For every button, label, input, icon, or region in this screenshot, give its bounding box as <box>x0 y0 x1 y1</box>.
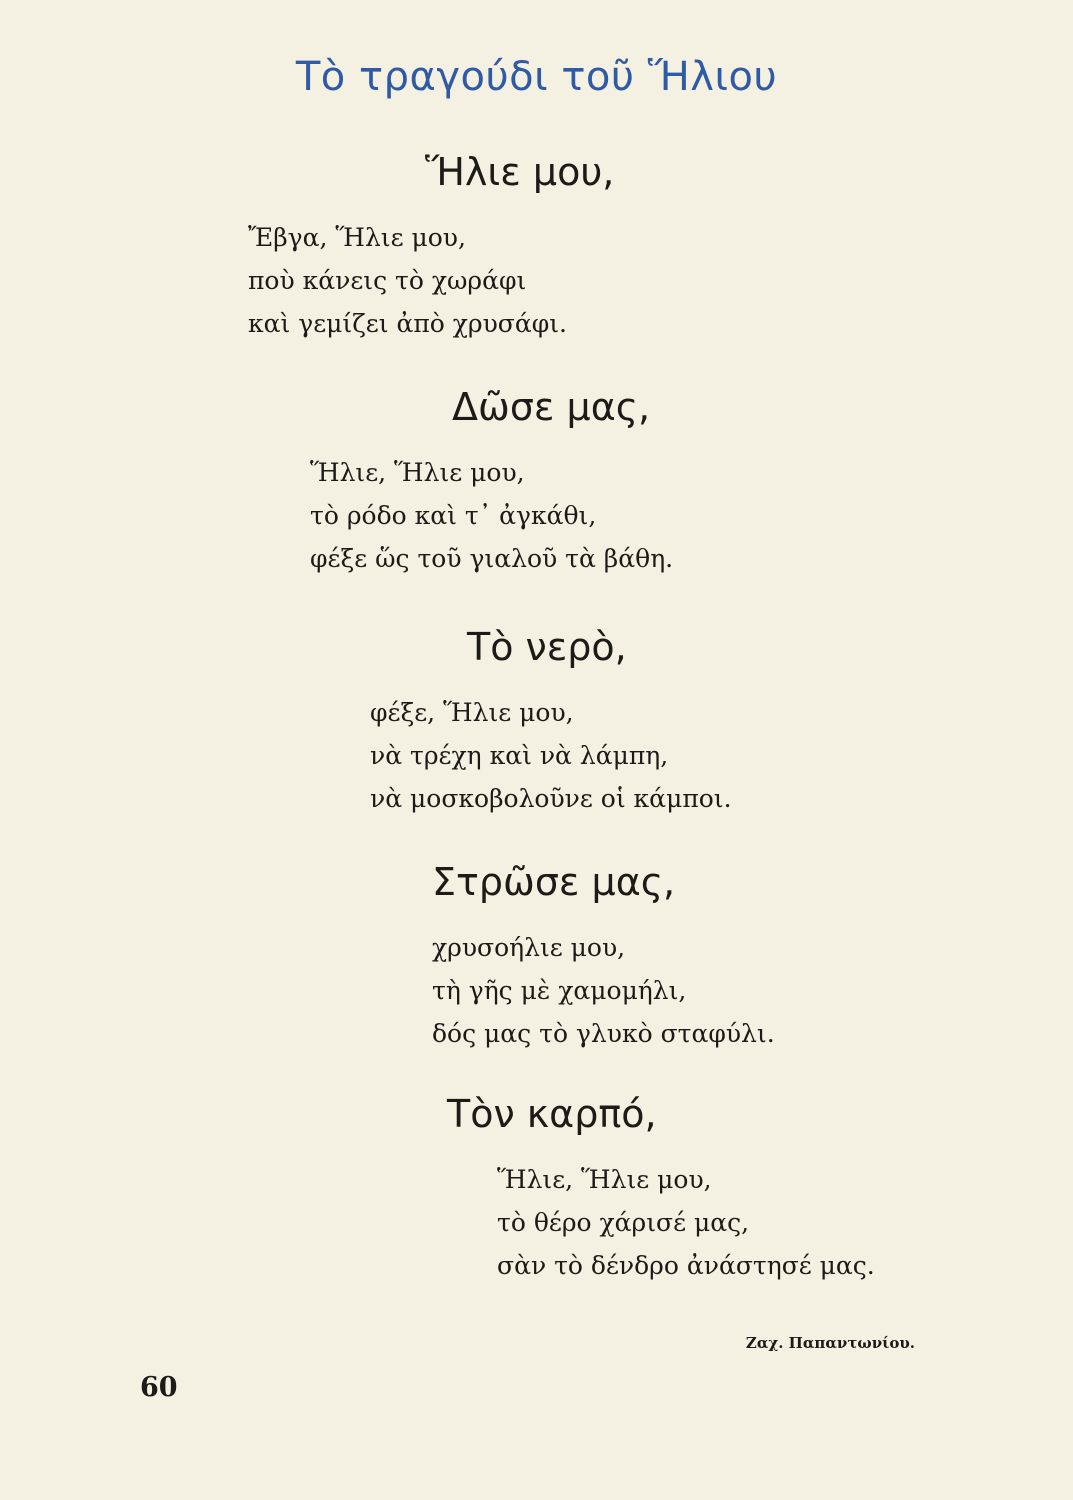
author-signature: Ζαχ. Παπαντωνίου. <box>745 1334 915 1352</box>
page-number: 60 <box>140 1372 178 1403</box>
stanza-heading: Στρῶσε μας, <box>432 860 676 904</box>
stanza-line: σὰν τὸ δένδρο ἀνάστησέ μας. <box>497 1251 875 1280</box>
stanza-line: τὴ γῆς μὲ χαμομήλι, <box>432 976 687 1005</box>
stanza-lines <box>310 451 673 580</box>
stanza-line: τὸ ρόδο καὶ τ᾿ ἀγκάθι, <box>310 501 597 530</box>
stanza-3 <box>370 625 732 820</box>
stanza-line: Ἥλιε, Ἥλιε μου, <box>497 1165 712 1194</box>
stanza-line: ποὺ κάνεις τὸ χωράφι <box>248 266 527 295</box>
stanza-line: Ἔβγα, Ἥλιε μου, <box>248 223 466 252</box>
stanza-lines <box>248 216 614 345</box>
stanza-1 <box>248 150 614 345</box>
stanza-line: φέξε, Ἥλιε μου, <box>370 698 574 727</box>
stanza-line: τὸ θέρο χάρισέ μας, <box>497 1208 750 1237</box>
stanza-lines <box>370 691 732 820</box>
stanza-line: φέξε ὥς τοῦ γιαλοῦ τὰ βάθη. <box>310 544 674 573</box>
stanza-line: νὰ μοσκοβολοῦνε οἱ κάμποι. <box>370 784 732 813</box>
stanza-heading: Τὸν καρπό, <box>447 1092 657 1136</box>
stanza-heading: Ἥλιε μου, <box>425 150 615 194</box>
stanza-line: Ἥλιε, Ἥλιε μου, <box>310 458 525 487</box>
poem-title: Τὸ τραγούδι τοῦ Ἥλιου <box>295 54 778 100</box>
stanza-lines <box>432 926 775 1055</box>
stanza-heading: Δῶσε μας, <box>452 385 651 429</box>
stanza-5 <box>447 1092 875 1287</box>
stanza-line: δός μας τὸ γλυκὸ σταφύλι. <box>432 1019 775 1048</box>
stanza-heading: Τὸ νερὸ, <box>467 625 627 669</box>
stanza-4 <box>432 860 775 1055</box>
stanza-2 <box>310 385 673 580</box>
stanza-line: καὶ γεμίζει ἀπὸ χρυσάφι. <box>248 309 568 338</box>
stanza-lines <box>497 1158 875 1287</box>
stanza-line: νὰ τρέχη καὶ νὰ λάμπη, <box>370 741 669 770</box>
stanza-line: χρυσοήλιε μου, <box>432 933 626 962</box>
